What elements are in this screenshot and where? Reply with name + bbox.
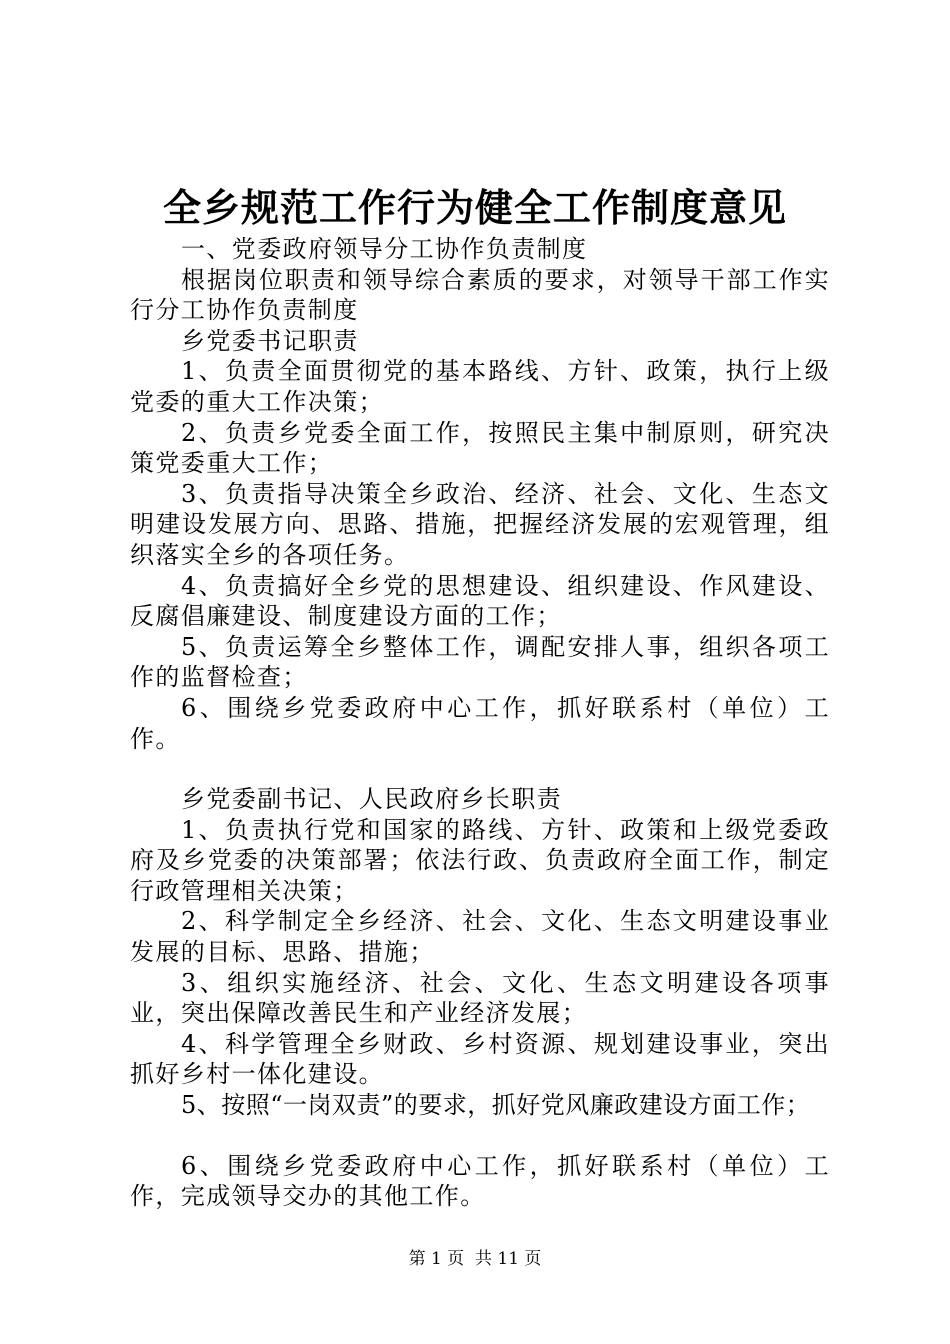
secretary-duty-item: 4、负责搞好全乡党的思想建设、组织建设、作风建设、反腐倡廉建设、制度建设方面的工作； — [130, 571, 830, 631]
secretary-duty-item: 5、负责运筹全乡整体工作，调配安排人事，组织各项工作的监督检查； — [130, 632, 830, 692]
deputy-duty-item: 6、围绕乡党委政府中心工作，抓好联系村（单位）工作，完成领导交办的其他工作。 — [130, 1151, 830, 1211]
page-footer: 第 1 页 共 11 页 — [408, 1249, 542, 1269]
subsection-heading-secretary: 乡党委书记职责 — [181, 326, 359, 355]
subsection-heading-deputy: 乡党委副书记、人民政府乡长职责 — [181, 785, 562, 814]
spacer — [130, 1121, 830, 1151]
secretary-duty-item: 2、负责乡党委全面工作，按照民主集中制原则，研究决策党委重大工作； — [130, 418, 830, 478]
document-body — [130, 234, 830, 1212]
secretary-duty-item: 1、负责全面贯彻党的基本路线、方针、政策，执行上级党委的重大工作决策； — [130, 357, 830, 416]
deputy-duty-item: 2、科学制定全乡经济、社会、文化、生态文明建设事业发展的目标、思路、措施； — [130, 907, 830, 967]
document-title: 全乡规范工作行为健全工作制度意见 — [162, 185, 787, 230]
secretary-duty-item: 3、负责指导决策全乡政治、经济、社会、文化、生态文明建设发展方向、思路、措施，把握经济发展的宏观管理，组织落实全乡的各项任务。 — [130, 479, 830, 569]
deputy-duty-item: 1、负责执行党和国家的路线、方针、政策和上级党委政府及乡党委的决策部署；依法行政、负责政府全面工作，制定行政管理相关决策； — [130, 815, 830, 905]
deputy-duty-item: 3、组织实施经济、社会、文化、生态文明建设各项事业，突出保障改善民生和产业经济发展； — [130, 968, 830, 1028]
section-heading: 一、党委政府领导分工协作负责制度 — [181, 235, 588, 263]
section-intro: 根据岗位职责和领导综合素质的要求，对领导干部工作实行分工协作负责制度 — [130, 265, 830, 325]
deputy-duty-item: 5、按照“一岗双责”的要求，抓好党风廉政建设方面工作； — [181, 1091, 811, 1120]
spacer — [130, 754, 830, 784]
deputy-duty-item: 4、科学管理全乡财政、乡村资源、规划建设事业，突出抓好乡村一体化建设。 — [130, 1029, 830, 1089]
secretary-duty-item: 6、围绕乡党委政府中心工作，抓好联系村（单位）工作。 — [130, 693, 830, 753]
